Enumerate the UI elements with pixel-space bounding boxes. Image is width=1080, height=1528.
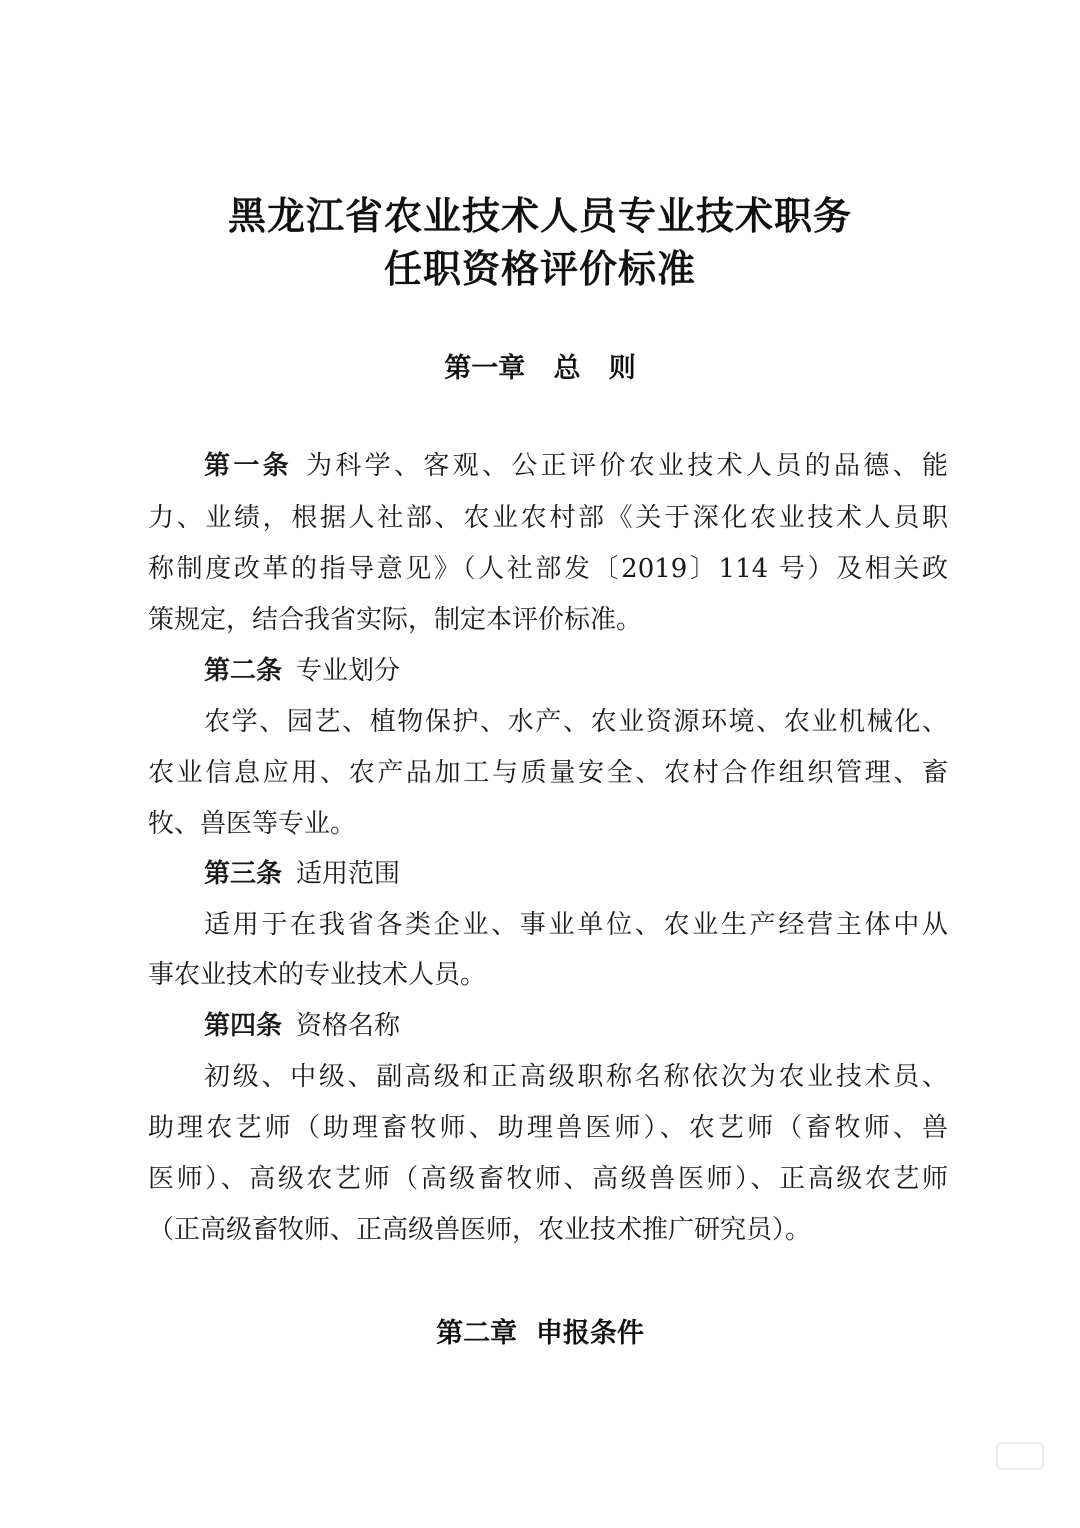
article-2-line-1: 农学、园艺、植物保护、水产、农业资源环境、农业机械化、 [204,707,948,737]
article-4-heading: 资格名称 [296,1011,401,1041]
article-3-heading-line [204,858,948,890]
article-3-line-2: 事农业技术的专业技术人员。 [148,960,487,990]
article-1-line-4: 策规定，结合我省实际，制定本评价标准。 [148,605,643,635]
article-4-line-1: 初级、中级、副高级和正高级职称名称依次为农业技术员、 [204,1062,948,1092]
chapter-2-heading: 第二章 申报条件 [436,1318,644,1349]
document-title-line-1: 黑龙江省农业技术人员专业技术职务 [227,194,852,238]
article-1-line-2: 力、业绩，根据人社部、农业农村部《关于深化农业技术人员职 [148,503,948,533]
article-1-line-3: 称制度改革的指导意见》（人社部发〔2019〕114 号）及相关政 [148,554,948,584]
article-1-title: 第一条 [204,451,292,481]
article-1-text-1: 为科学、客观、公正评价农业技术人员的品德、能 [306,451,948,481]
document-title-line-2: 任职资格评价标准 [383,247,696,291]
article-2-line-2: 农业信息应用、农产品加工与质量安全、农村合作组织管理、畜 [148,758,948,788]
chapter-1-heading: 第一章 总 则 [444,353,636,384]
article-2-title: 第二条 [204,656,283,686]
article-4-title: 第四条 [204,1011,283,1041]
article-2-heading: 专业划分 [296,656,401,686]
article-2-line-3: 牧、兽医等专业。 [148,809,357,839]
article-4-heading-line [204,1010,948,1042]
article-3-heading: 适用范围 [296,859,401,889]
article-4-line-4: （正高级畜牧师、正高级兽医师，农业技术推广研究员）。 [148,1215,812,1245]
article-2-heading-line [204,655,948,687]
watermark-logo [996,1442,1044,1470]
article-4-line-2: 助理农艺师（助理畜牧师、助理兽医师）、农艺师（畜牧师、兽 [148,1113,948,1143]
article-1-line-1 [204,450,948,482]
article-4-line-3: 医师）、高级农艺师（高级畜牧师、高级兽医师）、正高级农艺师 [148,1164,948,1194]
article-3-line-1: 适用于在我省各类企业、事业单位、农业生产经营主体中从 [204,910,948,940]
article-3-title: 第三条 [204,859,283,889]
